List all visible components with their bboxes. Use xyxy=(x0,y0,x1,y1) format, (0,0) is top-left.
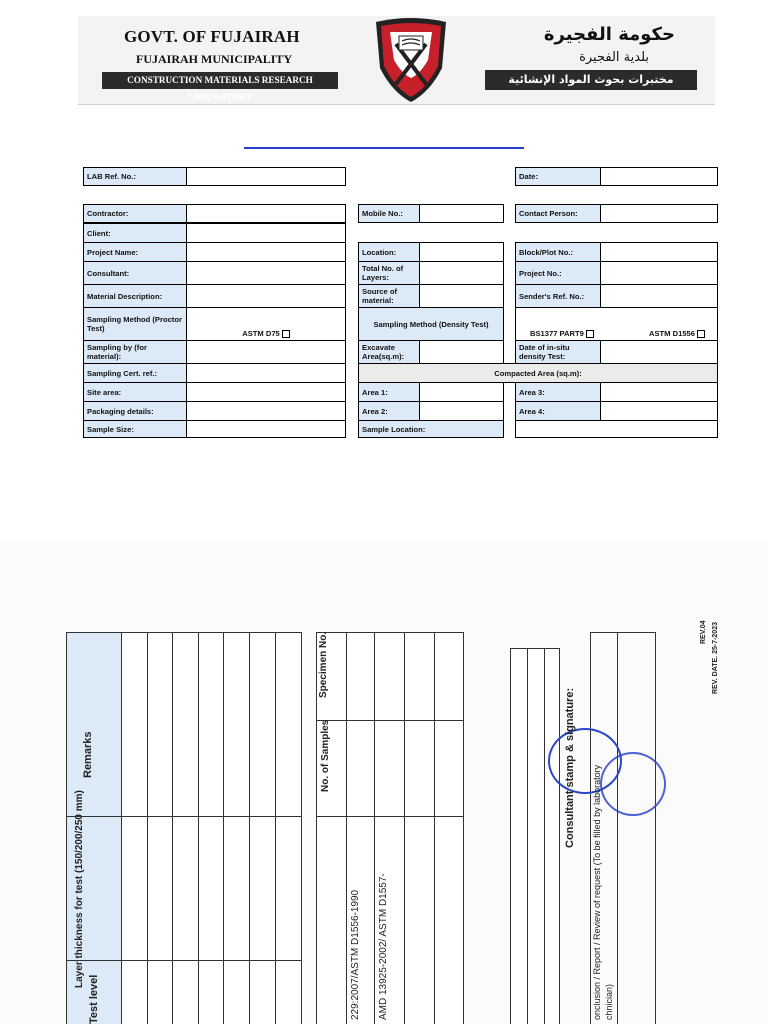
area4-label: Area 4: xyxy=(515,401,601,421)
site-area-field[interactable] xyxy=(186,382,346,402)
govt-title: GOVT. OF FUJAIRAH xyxy=(124,27,300,46)
astm-d1556-checkbox[interactable] xyxy=(697,330,705,338)
technician-label: chnician) xyxy=(604,983,614,1020)
proctor-options xyxy=(186,307,346,341)
project-name-label: Project Name: xyxy=(83,242,187,262)
astm-d75-option-label: ASTM D75 xyxy=(242,329,280,338)
packaging-label: Packaging details: xyxy=(83,401,187,421)
consultant-stamp-label: Consultant stamp & signature: xyxy=(564,687,576,848)
area1-field[interactable] xyxy=(419,382,504,402)
sampling-by-field[interactable] xyxy=(186,340,346,364)
source-material-label: Source of material: xyxy=(358,284,420,308)
sender-ref-label: Sender's Ref. No.: xyxy=(515,284,601,308)
mobile-field[interactable] xyxy=(419,204,504,223)
letterhead xyxy=(78,16,715,105)
scanned-page-rotated xyxy=(0,540,768,1024)
area2-label: Area 2: xyxy=(358,401,420,421)
date-label: Date: xyxy=(515,167,601,186)
excavate-area-field[interactable] xyxy=(419,340,504,364)
packaging-field[interactable] xyxy=(186,401,346,421)
specimen-no-header: Specimen No. xyxy=(318,631,329,698)
lab-ref-label: LAB Ref. No.: xyxy=(83,167,187,186)
mobile-label: Mobile No.: xyxy=(358,204,420,223)
material-description-label: Material Description: xyxy=(83,284,187,308)
arabic-lab-band: مختبرات بحوث المواد الإنشائية xyxy=(485,70,697,90)
date-insitu-label: Date of in-situ density Test: xyxy=(515,340,601,364)
total-layers-field[interactable] xyxy=(419,261,504,285)
contractor-label: Contractor: xyxy=(83,204,187,223)
sample-location-label: Sample Location: xyxy=(358,420,504,438)
revision-date: REV. DATE. 25-7-2023 xyxy=(712,622,719,694)
block-plot-field[interactable] xyxy=(600,242,718,262)
contact-person-label: Contact Person: xyxy=(515,204,601,223)
date-insitu-field[interactable] xyxy=(600,340,718,364)
remarks-header: Remarks xyxy=(82,731,94,778)
lab-name-band: CONSTRUCTION MATERIALS RESEARCH LABORATORY xyxy=(102,72,338,89)
date-field[interactable] xyxy=(600,167,718,186)
bs1377-checkbox[interactable] xyxy=(586,330,594,338)
area2-field[interactable] xyxy=(419,401,504,421)
project-name-field[interactable] xyxy=(186,242,346,262)
astm-d75-checkbox[interactable] xyxy=(282,330,290,338)
arabic-govt-title: حكومة الفجيرة xyxy=(543,24,675,45)
density-options xyxy=(515,307,718,341)
excavate-area-label: Excavate Area(sq.m): xyxy=(358,340,420,364)
contractor-field[interactable] xyxy=(186,204,346,223)
sampling-method-density-label: Sampling Method (Density Test) xyxy=(358,307,504,341)
sender-ref-field[interactable] xyxy=(600,284,718,308)
client-field[interactable] xyxy=(186,223,346,243)
sampling-by-label: Sampling by (for material): xyxy=(83,340,187,364)
conclusion-label: onclusion / Report / Review of request (To be filled by laboratory xyxy=(592,764,602,1020)
location-label: Location: xyxy=(358,242,420,262)
material-description-field[interactable] xyxy=(186,284,346,308)
project-no-label: Project No.: xyxy=(515,261,601,285)
sample-location-field[interactable] xyxy=(515,420,718,438)
revision-number: REV.04 xyxy=(700,620,707,644)
area1-label: Area 1: xyxy=(358,382,420,402)
sample-size-field[interactable] xyxy=(186,420,346,438)
fujairah-crest-logo xyxy=(370,16,452,104)
standard-2: AMD 13925-2002/ ASTM D1557- xyxy=(378,873,389,1020)
standard-1: 229:2007/ASTM D1556-1990 xyxy=(350,889,361,1020)
site-area-label: Site area: xyxy=(83,382,187,402)
total-layers-label: Total No. of Layers: xyxy=(358,261,420,285)
layer-thickness-header: Layer thickness for test (150/200/250 mm) xyxy=(74,790,85,988)
area3-label: Area 3: xyxy=(515,382,601,402)
client-label: Client: xyxy=(83,223,187,243)
test-level-header: Test level xyxy=(88,974,100,1024)
sampling-cert-label: Sampling Cert. ref.: xyxy=(83,363,187,383)
consultant-label: Consultant: xyxy=(83,261,187,285)
sampling-method-proctor-label: Sampling Method (Proctor Test) xyxy=(83,307,187,341)
sample-size-label: Sample Size: xyxy=(83,420,187,438)
area4-field[interactable] xyxy=(600,401,718,421)
astm-d1556-option-label: ASTM D1556 xyxy=(648,329,695,338)
consultant-field[interactable] xyxy=(186,261,346,285)
municipality-title: FUJAIRAH MUNICIPALITY xyxy=(136,52,293,66)
compacted-area-header: Compacted Area (sq.m): xyxy=(358,363,718,383)
source-material-field[interactable] xyxy=(419,284,504,308)
location-field[interactable] xyxy=(419,242,504,262)
area3-field[interactable] xyxy=(600,382,718,402)
rotated-text-layer xyxy=(0,540,768,1024)
form-title-underline xyxy=(244,147,524,149)
sampling-cert-field[interactable] xyxy=(186,363,346,383)
block-plot-label: Block/Plot No.: xyxy=(515,242,601,262)
lab-ref-field[interactable] xyxy=(186,167,346,186)
arabic-municipality-title: بلدية الفجيرة xyxy=(579,50,649,65)
no-of-samples-header: No. of Samples xyxy=(320,719,331,792)
project-no-field[interactable] xyxy=(600,261,718,285)
contact-person-field[interactable] xyxy=(600,204,718,223)
bs1377-option-label: BS1377 PART9 xyxy=(530,329,584,338)
